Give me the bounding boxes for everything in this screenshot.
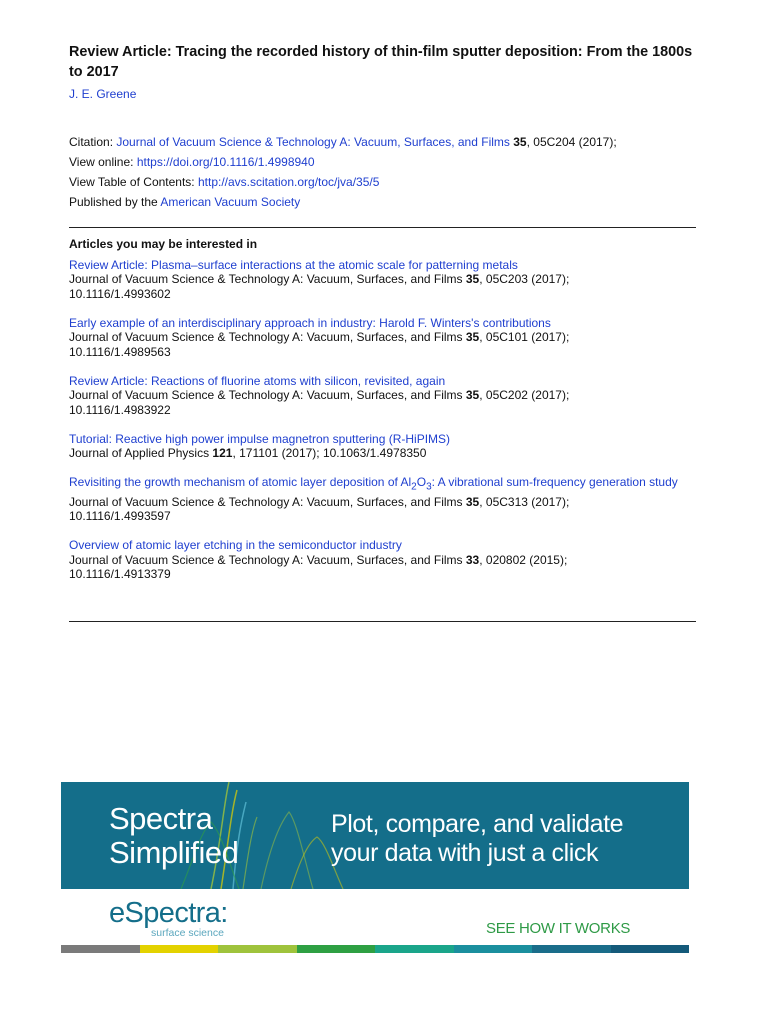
- spectra-line-1: Spectra: [109, 801, 213, 836]
- article-volume: 35: [465, 272, 480, 286]
- citation-block: [69, 132, 699, 212]
- citation-rest: , 05C204 (2017);: [526, 135, 617, 149]
- journal-link[interactable]: Journal of Vacuum Science & Technology A: Vacuum, Surfaces, and Films: [116, 135, 510, 149]
- ad-top-panel: [61, 782, 689, 889]
- article-doi: 10.1116/1.4989563: [69, 344, 171, 359]
- tagline-line-2: your data with just a click: [331, 839, 599, 867]
- related-articles: [69, 237, 699, 596]
- article-citation: [69, 553, 699, 568]
- stripe-segment: [297, 945, 376, 953]
- article-journal: Journal of Vacuum Science & Technology A: Vacuum, Surfaces, and Films: [69, 272, 466, 286]
- article-volume: 121: [212, 446, 233, 460]
- citation-volume: 35: [513, 135, 527, 149]
- stripe-segment: [218, 945, 297, 953]
- article-title-link[interactable]: [69, 475, 699, 495]
- view-online-line: [69, 152, 699, 172]
- article-journal: Journal of Vacuum Science & Technology A: Vacuum, Surfaces, and Films: [69, 388, 466, 402]
- article-pages: , 171101 (2017); 10.1063/1.4978350: [232, 446, 427, 460]
- stripe-segment: [611, 945, 690, 953]
- article-journal: Journal of Vacuum Science & Technology A: Vacuum, Surfaces, and Films: [69, 552, 466, 567]
- subscript: 3: [426, 481, 432, 493]
- related-article: [69, 432, 699, 461]
- article-pages: , 05C313 (2017);: [479, 494, 570, 509]
- article-title-link[interactable]: Early example of an interdisciplinary approach in industry: Harold F. Winters's contributions: [69, 315, 551, 330]
- view-online-label: View online:: [69, 155, 137, 169]
- tagline-line-1: Plot, compare, and validate: [331, 810, 624, 838]
- article-journal: Journal of Vacuum Science & Technology A: Vacuum, Surfaces, and Films: [69, 494, 466, 509]
- published-line: [69, 192, 699, 212]
- article-citation: [69, 272, 699, 287]
- stripe-segment: [532, 945, 611, 953]
- article-journal: Journal of Vacuum Science & Technology A: Vacuum, Surfaces, and Films: [69, 330, 466, 344]
- article-citation: [69, 330, 699, 345]
- article-volume: 35: [465, 388, 480, 402]
- espectra-logo: eSpectra:: [109, 897, 228, 929]
- article-doi: 10.1116/1.4913379: [69, 567, 171, 582]
- page-title: Review Article: Tracing the recorded history of thin-film sputter deposition: From the 1800s to 2017: [69, 44, 693, 80]
- color-stripe: [61, 945, 689, 953]
- see-how-it-works-link[interactable]: SEE HOW IT WORKS: [486, 920, 631, 937]
- related-article: [69, 475, 699, 524]
- espectra-ad-banner[interactable]: [61, 782, 689, 953]
- stripe-segment: [140, 945, 219, 953]
- subscript: 2: [411, 481, 417, 493]
- article-title-link[interactable]: Review Article: Reactions of fluorine atoms with silicon, revisited, again: [69, 373, 446, 388]
- article-pages: , 05C101 (2017);: [479, 330, 570, 344]
- espectra-logo-subtitle: surface science: [151, 927, 224, 939]
- article-doi: 10.1116/1.4993602: [69, 286, 171, 301]
- published-label: Published by the: [69, 195, 161, 209]
- article-citation: [69, 388, 699, 403]
- article-journal: Journal of Applied Physics: [69, 446, 213, 460]
- article-title-link[interactable]: Review Article: Plasma–surface interactions at the atomic scale for patterning metals: [69, 257, 518, 272]
- article-title-link[interactable]: Tutorial: Reactive high power impulse magnetron sputtering (R-HiPIMS): [69, 431, 451, 446]
- author-link[interactable]: J. E. Greene: [69, 87, 137, 101]
- spectra-line-2: Simplified: [109, 835, 239, 870]
- article-pages: , 05C202 (2017);: [479, 388, 570, 402]
- toc-link[interactable]: http://avs.scitation.org/toc/jva/35/5: [197, 175, 380, 189]
- related-article: [69, 258, 699, 302]
- article-volume: 33: [465, 552, 480, 567]
- title-part: O: [416, 475, 427, 489]
- spectra-simplified-wordmark: [109, 802, 238, 870]
- article-pages: , 020802 (2015);: [479, 552, 568, 567]
- article-citation: [69, 495, 699, 510]
- divider-bottom: [69, 621, 696, 622]
- ad-tagline: [331, 810, 623, 868]
- citation-line: [69, 132, 699, 152]
- related-article: [69, 316, 699, 360]
- article-doi: 10.1116/1.4993597: [69, 509, 171, 524]
- related-heading: Articles you may be interested in: [69, 237, 258, 251]
- title-part: Revisiting the growth mechanism of atomic layer deposition of Al: [69, 475, 412, 489]
- related-article: [69, 538, 699, 582]
- doi-link[interactable]: https://doi.org/10.1116/1.4998940: [136, 155, 315, 169]
- article-citation: [69, 446, 699, 461]
- stripe-segment: [61, 945, 140, 953]
- stripe-segment: [375, 945, 454, 953]
- article-doi: 10.1116/1.4983922: [69, 402, 171, 417]
- related-article: [69, 374, 699, 418]
- article-volume: 35: [465, 494, 480, 509]
- citation-label: Citation:: [69, 135, 117, 149]
- view-toc-label: View Table of Contents:: [69, 175, 198, 189]
- publisher-link[interactable]: American Vacuum Society: [160, 195, 301, 209]
- article-title-link[interactable]: Overview of atomic layer etching in the semiconductor industry: [69, 538, 402, 553]
- stripe-segment: [454, 945, 533, 953]
- article-volume: 35: [465, 330, 480, 344]
- divider-top: [69, 227, 696, 228]
- title-part: : A vibrational sum-frequency generation study: [431, 475, 678, 489]
- article-pages: , 05C203 (2017);: [479, 272, 570, 286]
- view-toc-line: [69, 172, 699, 192]
